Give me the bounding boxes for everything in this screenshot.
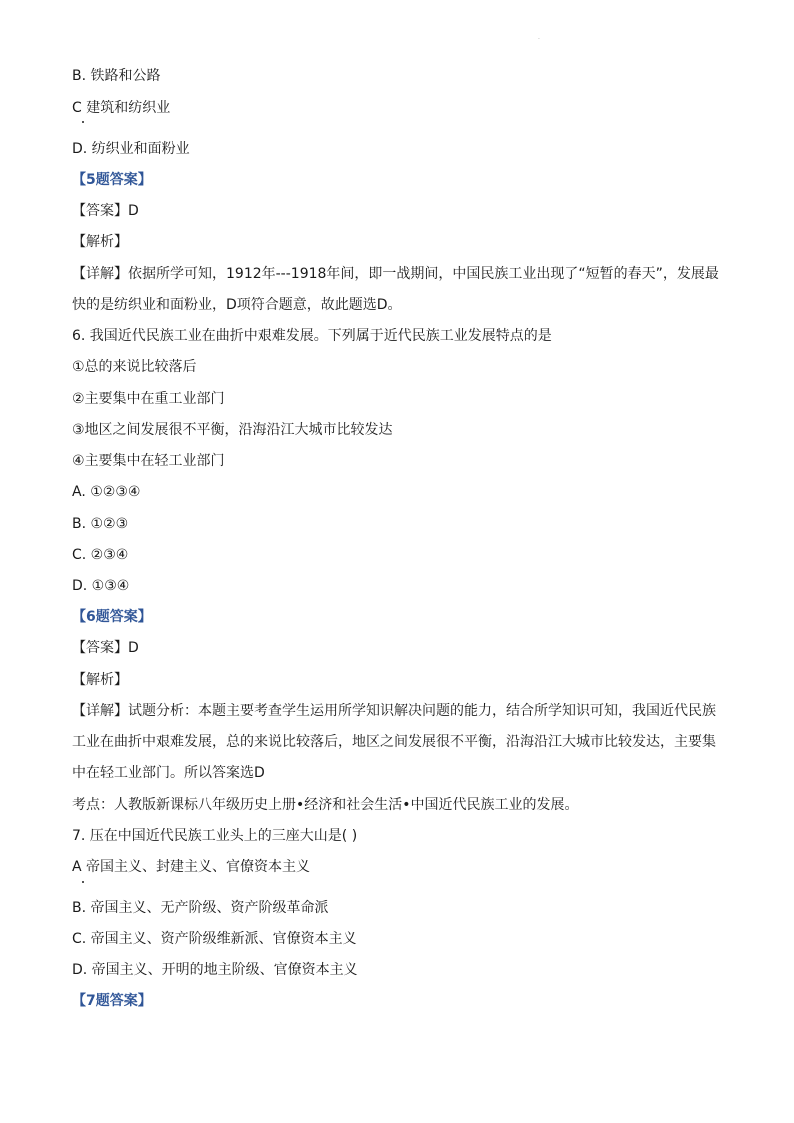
q5-answer-header: 【5题答案】 (72, 172, 152, 188)
q6-option-c: C. ②③④ (72, 547, 129, 563)
q5-option-b: B. 铁路和公路 (72, 68, 161, 84)
q6-statement-1: ①总的来说比较落后 (72, 359, 197, 375)
q6-stem: 6. 我国近代民族工业在曲折中艰难发展。下列属于近代民族工业发展特点的是 (72, 328, 552, 344)
stray-dot (82, 881, 84, 883)
page-corner-mark: · (538, 36, 540, 43)
q6-answer: 【答案】D (72, 640, 139, 656)
q6-answer-header: 【6题答案】 (72, 609, 152, 625)
q7-option-c: C. 帝国主义、资产阶级维新派、官僚资本主义 (72, 931, 357, 947)
q5-detail-line-1: 【详解】依据所学可知，1912年---1918年间，即一战期间，中国民族工业出现了“短暂的春天”，发展最 (72, 266, 719, 282)
q6-option-b: B. ①②③ (72, 516, 129, 532)
q7-stem: 7. 压在中国近代民族工业头上的三座大山是( ) (72, 828, 358, 844)
q6-analysis-header: 【解析】 (72, 672, 128, 688)
q5-option-d: D. 纺织业和面粉业 (72, 141, 190, 157)
q6-kaodian: 考点：人教版新课标八年级历史上册•经济和社会生活•中国近代民族工业的发展。 (72, 797, 579, 813)
q6-statement-4: ④主要集中在轻工业部门 (72, 453, 225, 469)
q5-answer: 【答案】D (72, 203, 139, 219)
q5-analysis-header: 【解析】 (72, 234, 128, 250)
q7-answer-header: 【7题答案】 (72, 993, 152, 1009)
q7-option-b: B. 帝国主义、无产阶级、资产阶级革命派 (72, 900, 329, 916)
q6-statement-3: ③地区之间发展很不平衡，沿海沿江大城市比较发达 (72, 422, 393, 438)
stray-dot (82, 121, 84, 123)
q6-option-a: A. ①②③④ (72, 484, 141, 500)
q6-detail-line-1: 【详解】试题分析：本题主要考查学生运用所学知识解决问题的能力，结合所学知识可知，我国近代民族 (72, 703, 716, 719)
q6-statement-2: ②主要集中在重工业部门 (72, 391, 225, 407)
q6-detail-line-3: 中在轻工业部门。所以答案选D (72, 765, 265, 781)
q7-option-a: A 帝国主义、封建主义、官僚资本主义 (72, 859, 311, 875)
q6-option-d: D. ①③④ (72, 578, 130, 594)
q5-option-c: C 建筑和纺织业 (72, 100, 171, 116)
q5-detail-line-2: 快的是纺织业和面粉业，D项符合题意，故此题选D。 (72, 297, 402, 313)
q6-detail-line-2: 工业在曲折中艰难发展，总的来说比较落后，地区之间发展很不平衡，沿海沿江大城市比较发达，主要集 (72, 734, 716, 750)
q7-option-d: D. 帝国主义、开明的地主阶级、官僚资本主义 (72, 962, 358, 978)
